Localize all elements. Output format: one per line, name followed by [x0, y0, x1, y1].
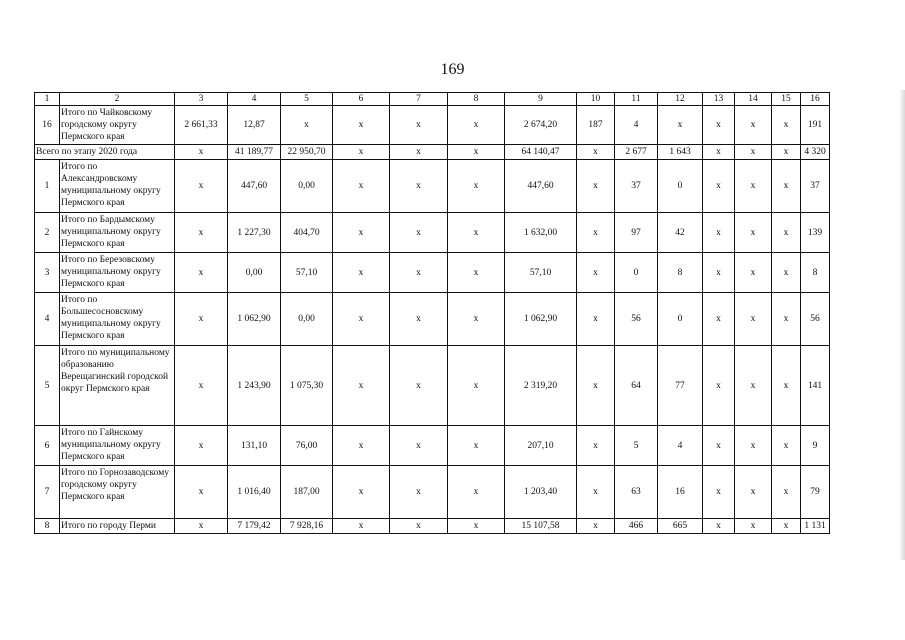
table-cell: 8 — [801, 253, 830, 293]
table-cell: х — [735, 253, 772, 293]
row-number: 16 — [35, 106, 60, 145]
column-header: 1 — [35, 93, 60, 106]
table-cell: х — [448, 466, 505, 519]
table-cell: х — [448, 519, 505, 534]
table-cell: х — [448, 253, 505, 293]
table-cell: 1 062,90 — [505, 293, 577, 346]
table-row — [35, 293, 830, 346]
table-cell: х — [703, 145, 735, 160]
table-cell: х — [735, 293, 772, 346]
table-cell: х — [390, 519, 448, 534]
table-cell: 207,10 — [505, 426, 577, 466]
table-cell: х — [703, 426, 735, 466]
table-cell: 665 — [658, 519, 703, 534]
table-cell: 76,00 — [281, 426, 333, 466]
table-cell: 0,00 — [228, 253, 281, 293]
table-cell: 404,70 — [281, 213, 333, 253]
table-cell: 9 — [801, 426, 830, 466]
table-cell: х — [772, 160, 801, 213]
table-cell: х — [772, 213, 801, 253]
table-cell: 1 227,30 — [228, 213, 281, 253]
table-cell: х — [577, 426, 615, 466]
table-cell: х — [577, 145, 615, 160]
table-cell: 16 — [658, 466, 703, 519]
table-cell: 79 — [801, 466, 830, 519]
table-cell: х — [735, 213, 772, 253]
table-cell: х — [703, 466, 735, 519]
table-cell: х — [448, 145, 505, 160]
table-cell: 37 — [615, 160, 658, 213]
column-header: 3 — [175, 93, 228, 106]
table-cell: 56 — [801, 293, 830, 346]
table-cell: х — [333, 426, 390, 466]
table-cell: х — [333, 106, 390, 145]
table-cell: 1 243,90 — [228, 346, 281, 426]
column-header: 15 — [772, 93, 801, 106]
table-cell: 1 016,40 — [228, 466, 281, 519]
table-cell: х — [175, 253, 228, 293]
table-cell: 0 — [658, 160, 703, 213]
row-label: Итого по Чайковскому городскому округу Пермского края — [60, 106, 175, 145]
table-cell: 1 203,40 — [505, 466, 577, 519]
table-cell: 141 — [801, 346, 830, 426]
table-cell: х — [448, 346, 505, 426]
table-cell: 2 677 — [615, 145, 658, 160]
table-cell: х — [390, 293, 448, 346]
table-cell: х — [448, 160, 505, 213]
table-cell: 37 — [801, 160, 830, 213]
table-cell: х — [448, 106, 505, 145]
row-label: Итого по муниципальному образованию Верещагинский городской округ Пермского края — [60, 346, 175, 426]
table-row — [35, 253, 830, 293]
table-row — [35, 426, 830, 466]
table-cell: х — [390, 145, 448, 160]
table-cell: х — [281, 106, 333, 145]
table-cell: 2 319,20 — [505, 346, 577, 426]
table-cell: х — [703, 293, 735, 346]
row-number: 3 — [35, 253, 60, 293]
column-header: 14 — [735, 93, 772, 106]
table-cell: 2 661,33 — [175, 106, 228, 145]
table-cell: х — [735, 160, 772, 213]
row-number: 4 — [35, 293, 60, 346]
table-cell: х — [448, 213, 505, 253]
table-cell: 12,87 — [228, 106, 281, 145]
table-row — [35, 106, 830, 145]
table-cell: х — [772, 145, 801, 160]
table-cell: 7 928,16 — [281, 519, 333, 534]
table-cell: 1 075,30 — [281, 346, 333, 426]
table-cell: х — [577, 160, 615, 213]
column-header: 13 — [703, 93, 735, 106]
table-cell: х — [735, 466, 772, 519]
table-cell: х — [333, 213, 390, 253]
table-cell: 15 107,58 — [505, 519, 577, 534]
page-number: 169 — [440, 61, 465, 78]
row-number: 5 — [35, 346, 60, 426]
table-cell: х — [577, 519, 615, 534]
row-number: 1 — [35, 160, 60, 213]
table-cell: х — [390, 160, 448, 213]
table-cell: 64 140,47 — [505, 145, 577, 160]
table-cell: х — [175, 426, 228, 466]
table-cell: 1 632,00 — [505, 213, 577, 253]
table-cell: х — [772, 466, 801, 519]
table-cell: х — [703, 253, 735, 293]
total-row — [35, 145, 830, 160]
table-cell: х — [735, 106, 772, 145]
table-cell: х — [448, 426, 505, 466]
table-cell: х — [735, 519, 772, 534]
table-cell: 191 — [801, 106, 830, 145]
column-header: 9 — [505, 93, 577, 106]
table-cell: х — [333, 253, 390, 293]
table-cell: 4 — [658, 426, 703, 466]
table-cell: х — [333, 293, 390, 346]
table-cell: х — [390, 426, 448, 466]
column-header: 11 — [615, 93, 658, 106]
table-cell: х — [772, 346, 801, 426]
table-cell: 22 950,70 — [281, 145, 333, 160]
table-cell: х — [772, 106, 801, 145]
table-cell: х — [772, 253, 801, 293]
table-cell: х — [333, 519, 390, 534]
table-cell: х — [175, 466, 228, 519]
scan-edge — [899, 90, 905, 560]
table-row — [35, 346, 830, 426]
table-cell: 447,60 — [505, 160, 577, 213]
table-cell: 97 — [615, 213, 658, 253]
table-cell: х — [390, 253, 448, 293]
table-cell: х — [333, 466, 390, 519]
table-cell: х — [703, 213, 735, 253]
table-cell: 4 320 — [801, 145, 830, 160]
table-cell: х — [175, 293, 228, 346]
table-cell: 1 131 — [801, 519, 830, 534]
row-label: Итого по Березовскому муниципальному округу Пермского края — [60, 253, 175, 293]
table-cell: х — [390, 106, 448, 145]
table-cell: 57,10 — [505, 253, 577, 293]
table-cell: х — [703, 519, 735, 534]
table-cell: 131,10 — [228, 426, 281, 466]
table-cell: х — [333, 346, 390, 426]
table-cell: 466 — [615, 519, 658, 534]
table-row — [35, 466, 830, 519]
table-cell: х — [175, 160, 228, 213]
table-cell: 0 — [615, 253, 658, 293]
column-header: 12 — [658, 93, 703, 106]
column-header: 7 — [390, 93, 448, 106]
column-header: 4 — [228, 93, 281, 106]
column-header: 5 — [281, 93, 333, 106]
data-table — [34, 92, 830, 534]
table-cell: 187 — [577, 106, 615, 145]
column-header: 10 — [577, 93, 615, 106]
table-cell: 42 — [658, 213, 703, 253]
table-cell: 64 — [615, 346, 658, 426]
table-cell: 447,60 — [228, 160, 281, 213]
row-number: 2 — [35, 213, 60, 253]
table-cell: 1 062,90 — [228, 293, 281, 346]
table-cell: х — [735, 426, 772, 466]
row-number: 8 — [35, 519, 60, 534]
table-cell: х — [577, 213, 615, 253]
table-cell: 0,00 — [281, 160, 333, 213]
table-cell: х — [772, 426, 801, 466]
column-header: 2 — [60, 93, 175, 106]
table-cell: 2 674,20 — [505, 106, 577, 145]
table-cell: х — [735, 145, 772, 160]
table-cell: 77 — [658, 346, 703, 426]
table-cell: 139 — [801, 213, 830, 253]
table-cell: х — [703, 346, 735, 426]
table-cell: х — [772, 519, 801, 534]
table-cell: 41 189,77 — [228, 145, 281, 160]
table-cell: х — [175, 145, 228, 160]
table-cell: 8 — [658, 253, 703, 293]
table-row — [35, 160, 830, 213]
row-number: 6 — [35, 426, 60, 466]
table-cell: х — [333, 160, 390, 213]
table-cell: 0 — [658, 293, 703, 346]
table-cell: 57,10 — [281, 253, 333, 293]
table-cell: х — [175, 213, 228, 253]
table-cell: х — [448, 293, 505, 346]
table-cell: 63 — [615, 466, 658, 519]
table-header-row — [35, 93, 830, 106]
column-header: 8 — [448, 93, 505, 106]
row-label: Итого по Гайнскому муниципальному округу Пермского края — [60, 426, 175, 466]
table-cell: 5 — [615, 426, 658, 466]
table-cell: х — [772, 293, 801, 346]
row-label: Итого по Горнозаводскому городскому округу Пермского края — [60, 466, 175, 519]
table-cell: х — [577, 466, 615, 519]
table-cell: х — [390, 346, 448, 426]
table-cell: х — [735, 346, 772, 426]
table-cell: х — [333, 145, 390, 160]
table-row — [35, 213, 830, 253]
table-cell: х — [577, 253, 615, 293]
row-label: Итого по Бардымскому муниципальному округу Пермского края — [60, 213, 175, 253]
row-label: Итого по Александровскому муниципальному округу Пермского края — [60, 160, 175, 213]
table-cell: х — [390, 213, 448, 253]
table-cell: х — [390, 466, 448, 519]
table-cell: 56 — [615, 293, 658, 346]
table-cell: 7 179,42 — [228, 519, 281, 534]
row-label: Всего по этапу 2020 года — [35, 145, 175, 160]
column-header: 6 — [333, 93, 390, 106]
table-cell: х — [577, 346, 615, 426]
table-cell: х — [175, 346, 228, 426]
table-cell: х — [175, 519, 228, 534]
row-number: 7 — [35, 466, 60, 519]
table-cell: 0,00 — [281, 293, 333, 346]
table-cell: 4 — [615, 106, 658, 145]
table-cell: х — [703, 160, 735, 213]
table-cell: 187,00 — [281, 466, 333, 519]
table-cell: х — [577, 293, 615, 346]
column-header: 16 — [801, 93, 830, 106]
row-label: Итого по Большесосновскому муниципальному округу Пермского края — [60, 293, 175, 346]
table-cell: х — [703, 106, 735, 145]
table-cell: 1 643 — [658, 145, 703, 160]
row-label: Итого по городу Перми — [60, 519, 175, 534]
table-row — [35, 519, 830, 534]
table-cell: х — [658, 106, 703, 145]
